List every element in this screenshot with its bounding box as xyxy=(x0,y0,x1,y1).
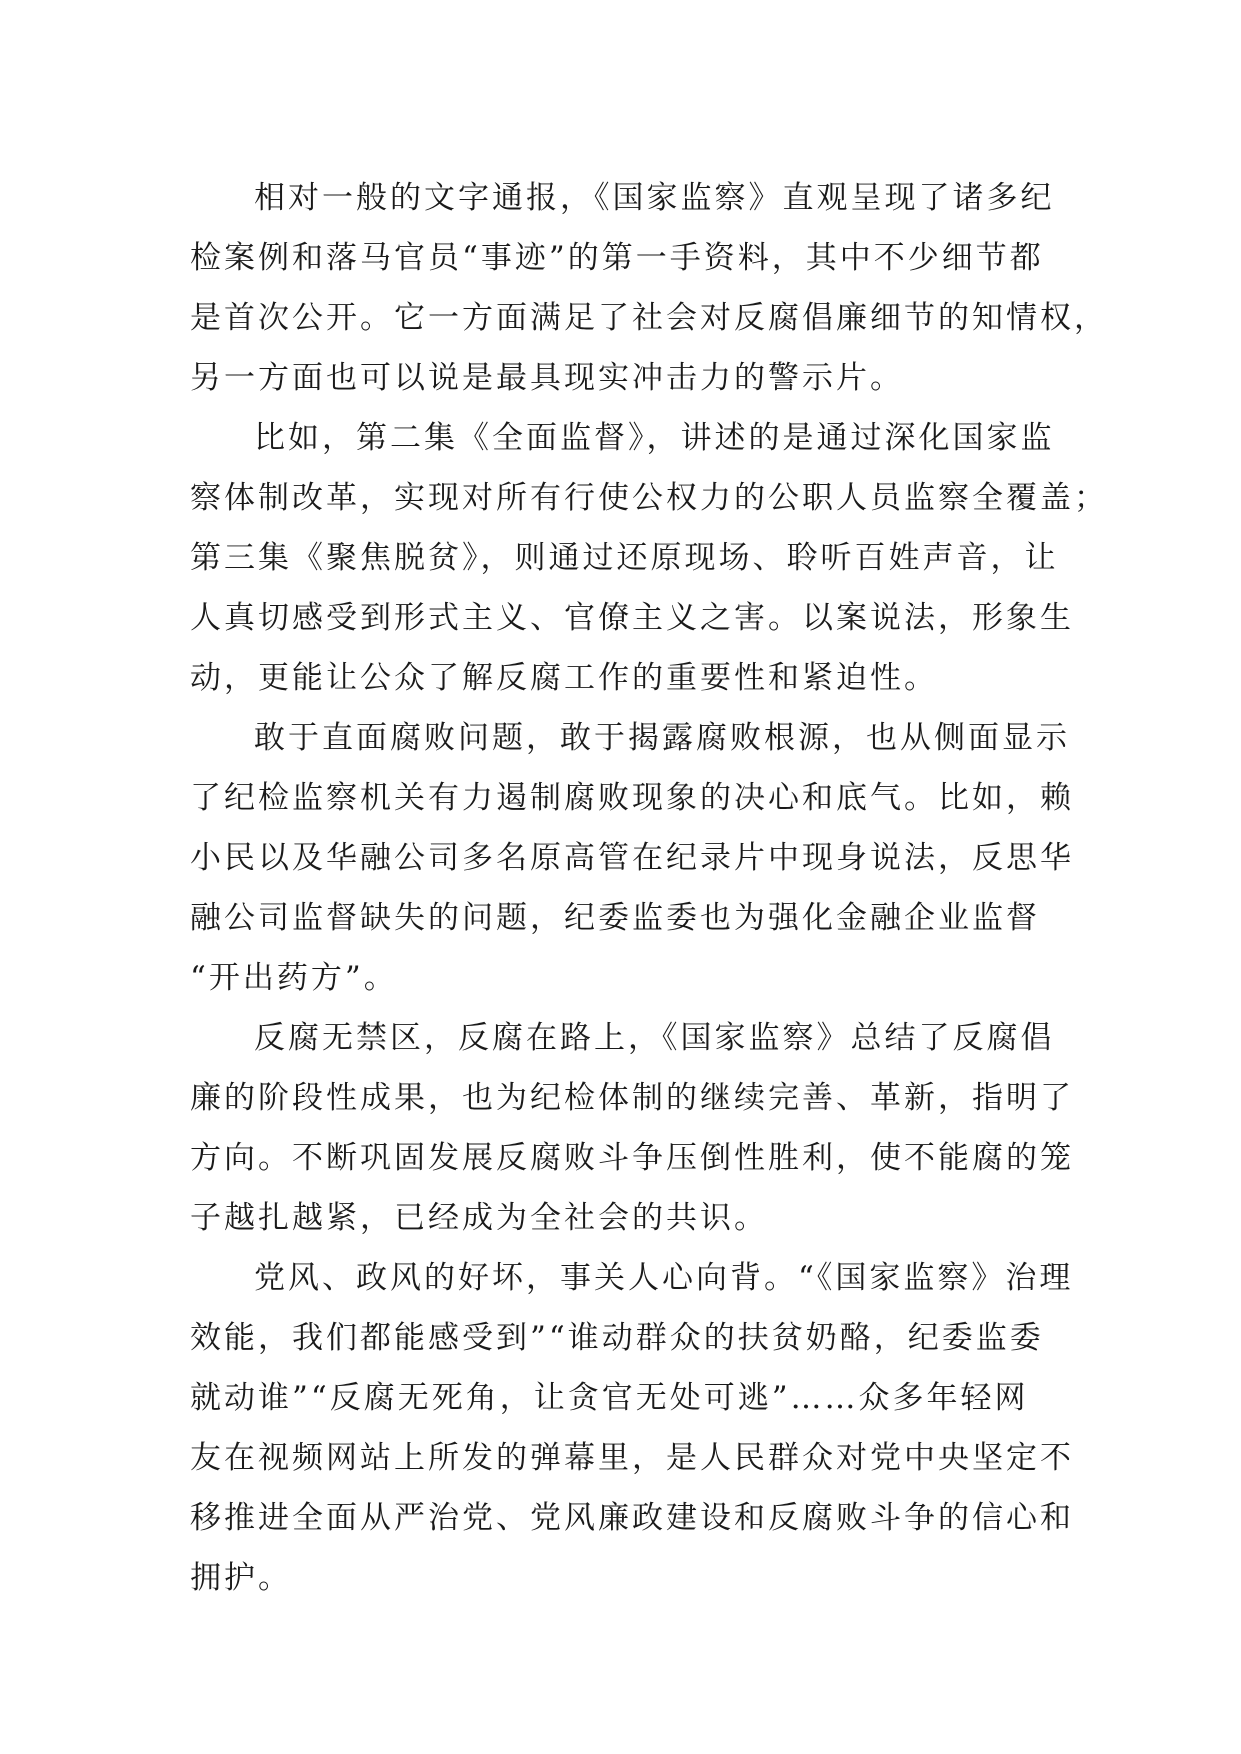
text-line: 党风、政风的好坏，事关人心向背。“《国家监察》治理 xyxy=(254,1260,1074,1296)
text-line: 拥护。 xyxy=(190,1560,292,1596)
text-line: “开出药方”。 xyxy=(190,960,398,996)
text-line: 是首次公开。它一方面满足了社会对反腐倡廉细节的知情权， xyxy=(190,300,1108,336)
document-body xyxy=(190,168,1108,1608)
text-line: 相对一般的文字通报，《国家监察》直观呈现了诸多纪 xyxy=(254,180,1055,216)
paragraph-5 xyxy=(190,1248,1090,1608)
text-line: 第三集《聚焦脱贫》，则通过还原现场、聆听百姓声音，让 xyxy=(190,540,1059,576)
text-line: 廉的阶段性成果，也为纪检体制的继续完善、革新，指明了 xyxy=(190,1080,1074,1116)
text-line: 反腐无禁区，反腐在路上，《国家监察》总结了反腐倡 xyxy=(254,1020,1055,1056)
text-line: 移推进全面从严治党、党风廉政建设和反腐败斗争的信心和 xyxy=(190,1500,1074,1536)
text-line: 检案例和落马官员“事迹”的第一手资料，其中不少细节都 xyxy=(190,240,1044,276)
text-line: 敢于直面腐败问题，敢于揭露腐败根源，也从侧面显示 xyxy=(254,720,1070,756)
text-line: 小民以及华融公司多名原高管在纪录片中现身说法，反思华 xyxy=(190,840,1074,876)
text-line: 动，更能让公众了解反腐工作的重要性和紧迫性。 xyxy=(190,660,938,696)
paragraph-4 xyxy=(190,1008,1090,1248)
text-line: 效能，我们都能感受到”“谁动群众的扶贫奶酪，纪委监委 xyxy=(190,1320,1044,1356)
text-line: 方向。不断巩固发展反腐败斗争压倒性胜利，使不能腐的笼 xyxy=(190,1140,1074,1176)
paragraph-1 xyxy=(190,168,1108,408)
text-line: 了纪检监察机关有力遏制腐败现象的决心和底气。比如，赖 xyxy=(190,780,1074,816)
paragraph-3 xyxy=(190,708,1090,1008)
text-line: 友在视频网站上所发的弹幕里，是人民群众对党中央坚定不 xyxy=(190,1440,1074,1476)
text-line: 子越扎越紧，已经成为全社会的共识。 xyxy=(190,1200,768,1236)
text-line: 融公司监督缺失的问题，纪委监委也为强化金融企业监督 xyxy=(190,900,1040,936)
text-line: 比如，第二集《全面监督》，讲述的是通过深化国家监 xyxy=(254,420,1055,456)
paragraph-2 xyxy=(190,408,1108,708)
text-line: 就动谁”“反腐无死角，让贪官无处可逃”……众多年轻网 xyxy=(190,1380,1029,1416)
text-line: 察体制改革，实现对所有行使公权力的公职人员监察全覆盖； xyxy=(190,480,1108,516)
text-line: 人真切感受到形式主义、官僚主义之害。以案说法，形象生 xyxy=(190,600,1074,636)
text-line: 另一方面也可以说是最具现实冲击力的警示片。 xyxy=(190,360,904,396)
